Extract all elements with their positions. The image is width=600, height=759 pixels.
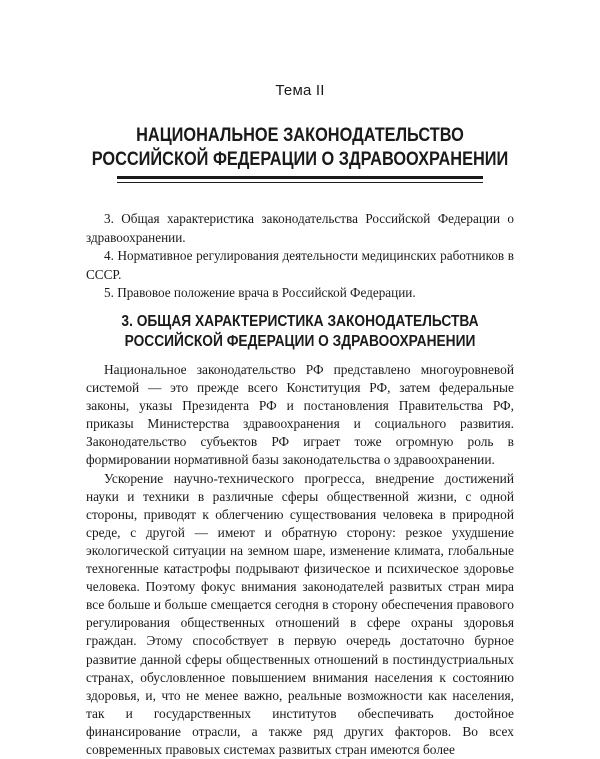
paragraph: Ускорение научно-технического прогресса, внедрение достижений науки и техники в различные сферы общественной жизни, с одной стороны, приводят к облегчению существования человека в природной среде, с другой — имеют и обратную сторону: резкое ухудшение экологической ситуации на земном шаре, изменение климата, глобальные техногенные катастрофы подрывают физическое и психическое здоровье человека. Поэтому фокус внимания законодателей развитых стран мира все больше и больше смещается сегодня в сторону обеспечения правового регулирования общественных отношений в сфере охраны здоровья граждан. Этому способствует в первую очередь достаточно бурное развитие данной сферы общественных отношений в постиндустриальных странах, обусловленное повышением внимания населения к состоянию здоровья, и, что не менее важно, реальные возможности как населения, так и государственных институтов обеспечивать достойное финансирование отрасли, а также ряд других факторов. Во всех современных правовых системах развитых стран имеются более [86, 470, 514, 757]
contents-item: 3. Общая характеристика законодательства Российской Федерации о здравоохранении. [86, 211, 514, 245]
contents-item: 4. Нормативное регулирования деятельности медицинских работников в СССР. [86, 248, 514, 282]
paragraph: Национальное законодательство РФ представлено многоуровневой системой — это прежде всего Конституция РФ, затем федеральные законы, указы Президента РФ и постановления Правительства РФ, приказы Министерства здравоохранения и социального развития. Законодательство субъектов РФ играет тоже огромную роль в формировании нормативной базы законодательства о здравоохранении. [86, 362, 514, 468]
body-text [86, 361, 514, 759]
chapter-title [42, 124, 558, 172]
chapter-title-line-1: НАЦИОНАЛЬНОЕ ЗАКОНОДАТЕЛЬСТВО [136, 125, 464, 146]
section-heading-line-1: 3. ОБЩАЯ ХАРАКТЕРИСТИКА ЗАКОНОДАТЕЛЬСТВА [121, 313, 479, 330]
topic-label: Тема II [275, 82, 325, 99]
title-rule-thick [117, 176, 483, 179]
chapter-title-line-2: РОССИЙСКОЙ ФЕДЕРАЦИИ О ЗДРАВООХРАНЕНИИ [91, 149, 509, 170]
section-heading [42, 312, 558, 352]
contents-list [86, 210, 514, 303]
section-heading-line-2: РОССИЙСКОЙ ФЕДЕРАЦИИ О ЗДРАВООХРАНЕНИИ [124, 333, 476, 350]
contents-item: 5. Правовое положение врача в Российской Федерации. [104, 285, 416, 301]
title-rule-thin [117, 182, 483, 183]
